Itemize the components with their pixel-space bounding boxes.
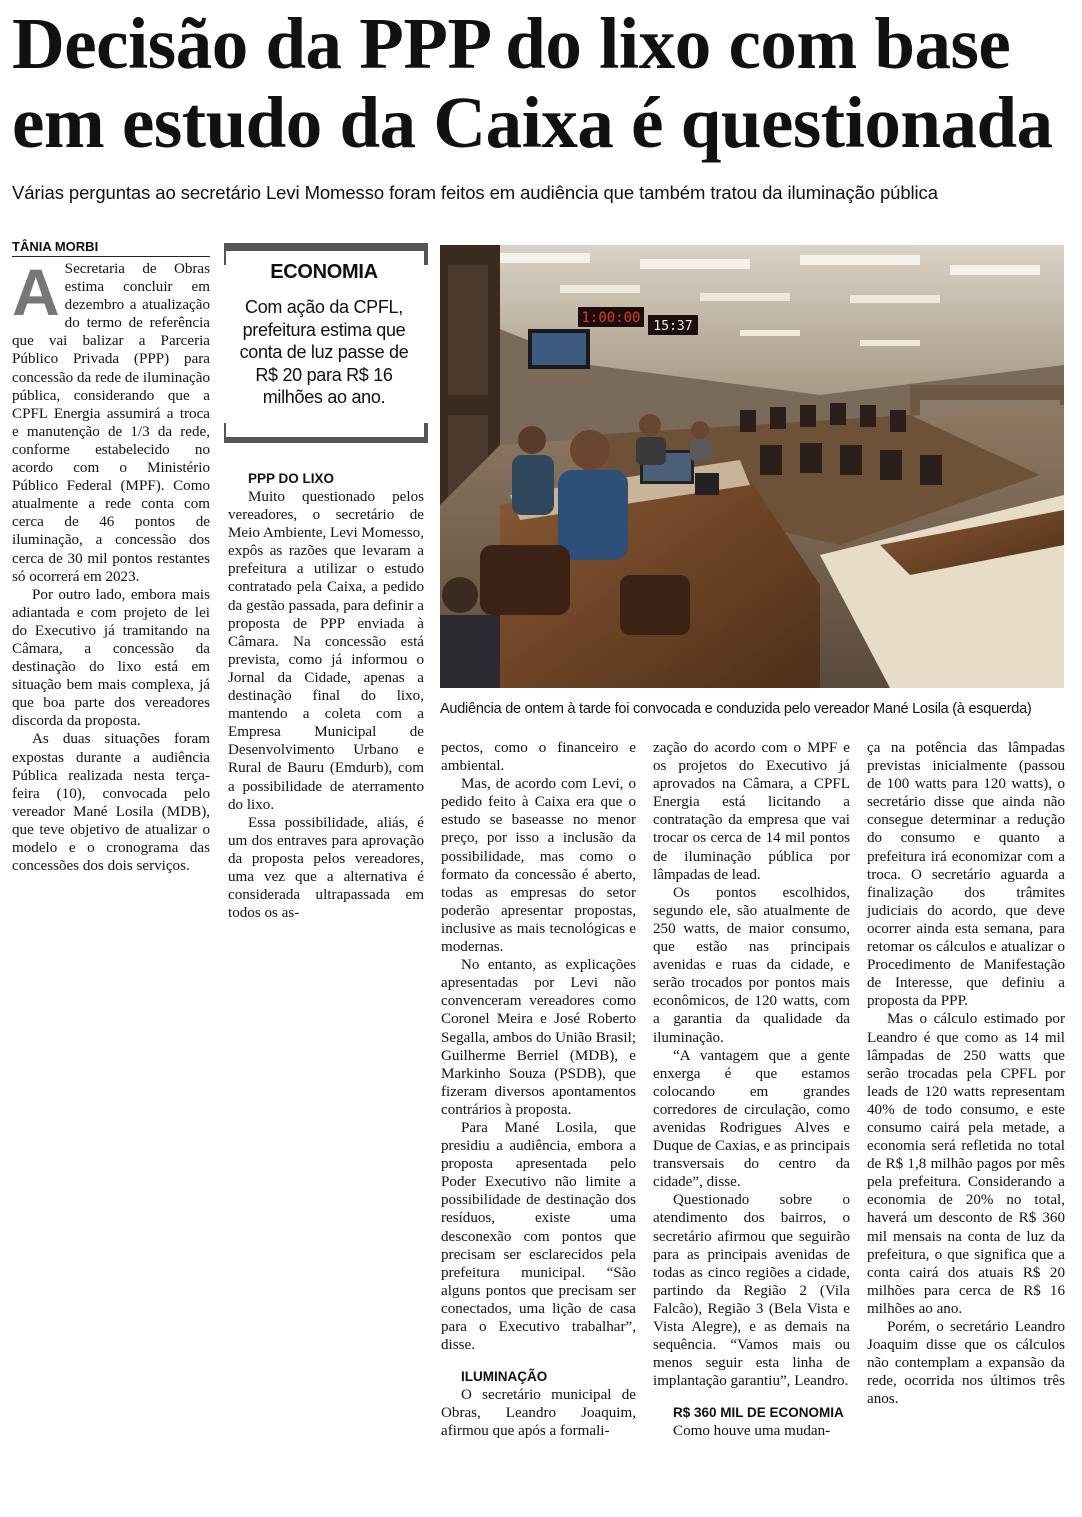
economia-sidebar-box [224, 243, 424, 443]
clock-a-text: 1:00:00 [581, 310, 641, 326]
ceiling-light [850, 295, 940, 303]
clock-b-text: 15:37 [653, 319, 693, 334]
photo-caption: Audiência de ontem à tarde foi convocada e conduzida pelo vereador Mané Losila (à esquerda) [440, 701, 1032, 717]
section-heading-economia: R$ 360 MIL DE ECONOMIA [673, 1405, 844, 1421]
council-chamber-photo [440, 245, 1064, 688]
ceiling-light [950, 265, 1040, 275]
article-paragraph: Mas o cálculo estimado por Leandro é que como as 14 mil lâmpadas de 250 watts que serão trocadas pela CPFL por leads de 120 watts representam 40% de todo consumo, e este consumo cairá pela metade, a economia será refletida no total de R$ 1,8 milhão pagos por mês pela prefeitura. Considerando a economia de 20% no total, haverá um desconto de R$ 360 mil mensais na conta de luz da prefeitura, o que significa que a conta cairá dos atuais R$ 20 milhões para cerca de R$ 16 milhões ao ano. [867, 1011, 1065, 1317]
section-heading-iluminacao: ILUMINAÇÃO [461, 1369, 548, 1385]
article-column-5 [867, 739, 1065, 1408]
photo-illustration [440, 245, 1064, 688]
sidebar-text: Com ação da CPFL, prefeitura estima que conta de luz passe de R$ 20 para R$ 16 milhões ao ano. [239, 297, 409, 407]
ceiling-light [640, 259, 750, 269]
article-paragraph: As duas situações foram expostas durante a audiência Pública realizada nesta terça-feira (10), convocada pelo vereador Mané Losila (MDB), que teve objetivo de atualizar o modelo e o cronograma das concessões dos dois serviços. [12, 731, 210, 875]
person [639, 414, 661, 436]
section-heading-ppp-lixo: PPP DO LIXO [248, 471, 335, 486]
article-paragraph: Muito questionado pelos vereadores, o secretário de Meio Ambiente, Levi Momesso, expôs as razões que levaram a prefeitura a utilizar o estudo contratado pela Caixa, a pedido da gestão passada, para definir a proposta de PPP enviada à Câmara. Na concessão está prevista, como já informou o Jornal da Cidade, apenas a destinação final do lixo, mantendo a coleta com a Empresa Municipal de Desenvolvimento Urbano e Rural de Bauru (Emdurb), com a possibilidade de aterramento do lixo. [228, 489, 424, 813]
ceiling-light [560, 285, 640, 293]
article-column-3 [441, 739, 636, 1440]
article-paragraph: zação do acordo com o MPF e os projetos do Executivo já aprovados na Câmara, a CPFL Energia está licitando a contratação da empresa que vai trocar os cerca de 14 mil pontos de iluminação pública por lâmpadas de lead. [653, 740, 850, 883]
byline: TÂNIA MORBI [12, 238, 210, 257]
box-bottom-bracket [224, 423, 428, 443]
ceiling-light [700, 293, 790, 301]
ceiling-light [740, 330, 800, 336]
article-paragraph: Por outro lado, embora mais adiantada e com projeto de lei do Executivo já tramitando na Câmara, a concessão da destinação do lixo está em situação bem mais complexa, já que boa parte dos vereadores discorda da proposta. [12, 586, 210, 730]
subheadline: Várias perguntas ao secretário Levi Momesso foram feitos em audiência que também tratou da iluminação pública [12, 182, 938, 203]
paragraph-text: Secretaria de Obras estima concluir em dezembro a atualização do termo de referência que vai balizar a Parceria Público Privada (PPP) para concessão da rede de iluminação pública, considerando que a CPFL Energia assumirá a troca e manutenção de 1/3 da rede, conforme estabelecido no acordo com o Ministério Público Federal (MPF). Como atualmente a rede conta com cerca de 46 pontos de iluminação, a concessão dos cerca de 30 mil pontos restantes só ocorrerá em 2023. [12, 261, 210, 585]
person [570, 430, 610, 470]
article-paragraph: Para Mané Losila, que presidiu a audiência, embora a proposta apresentada pelo Poder Executivo não limite a possibilidade de destinação dos resíduos, existe uma desconexão com pontos que precisam ser esclarecidos pela prefeitura municipal. “São alguns pontos que precisam ser conectados, uma lição de casa para o Executivo trabalhar”, disse. [441, 1119, 636, 1354]
article-paragraph: Os pontos escolhidos, segundo ele, são atualmente de 250 watts, de maior consumo, que estão nas principais avenidas e ruas da cidade, e serão trocados por pontos mais econômicos, de 120 watts, com a garantia da qualidade da iluminação. [653, 884, 850, 1046]
article-paragraph: O secretário municipal de Obras, Leandro Joaquim, afirmou que após a formali- [441, 1387, 636, 1440]
article-paragraph: pectos, como o financeiro e ambiental. [441, 740, 636, 775]
article-paragraph: Questionado sobre o atendimento dos bairros, o secretário afirmou que seguirão para as principais avenidas de todas as cinco regiões a cidade, partindo da Região 2 (Vila Falcão), Região 3 (Bela Vista e Vista Alegre), e as demais na sequência. “Vamos mais ou menos seguir esta linha de implantação garantiu”, Leandro. [653, 1192, 850, 1390]
article-paragraph [12, 255, 210, 586]
article-paragraph: Essa possibilidade, aliás, é um dos entraves para aprovação da proposta pelos vereadores, uma vez que a alternativa é considerada ultrapassada em todos os as- [228, 814, 424, 922]
sidebar-title: ECONOMIA [270, 261, 378, 283]
drop-cap: A [12, 255, 60, 329]
article-paragraph: “A vantagem que a gente enxerga é que estamos colocando em grandes corredores de circulação, como avenidas Rodrigues Alves e Duque de Caxias, e as principais transversais do centro da cidade”, disse. [653, 1047, 850, 1191]
article-paragraph: Porém, o secretário Leandro Joaquim disse que os cálculos não contemplam a expansão da rede, ocorrida nos últimos três anos. [867, 1319, 1065, 1408]
article-paragraph: No entanto, as explicações apresentadas por Levi não convenceram vereadores como Coronel Meira e José Roberto Segalla, ambos do União Brasil; Guilherme Berriel (MDB), e Markinho Souza (PSDB), que fizeram diversos apontamentos contrários à proposta. [441, 957, 636, 1118]
headline: Decisão da PPP do lixo com base em estudo da Caixa é questionada [12, 3, 1053, 163]
ceiling-light [500, 253, 590, 263]
ceiling-light [860, 340, 920, 346]
person [518, 426, 546, 454]
article-column-4 [653, 739, 850, 1440]
ceiling-light [800, 255, 920, 265]
article-column-1 [12, 255, 210, 875]
article-column-2 [228, 470, 424, 922]
article-paragraph: Mas, de acordo com Levi, o pedido feito à Caixa era que o estudo se baseasse no menor preço, por isso a inclusão da possibilidade, mas como o formato da concessão é aberto, todas as empresas do setor poderão apresentar propostas, inclusive as mais tecnológicas e modernas. [441, 776, 636, 956]
article-paragraph: Como houve uma mudan- [673, 1423, 831, 1440]
article-paragraph: ça na potência das lâmpadas previstas inicialmente (passou de 100 watts para 120 watts), o secretário disse que ainda não consegue determinar a redução do consumo e quanto a prefeitura irá economizar com a troca. O secretário aguarda a finalização dos trâmites judiciais do acordo, que deve ocorrer ainda esta semana, para retomar os cálculos e atualizar o Procedimento de Manifestação de Interesse, que definiu a proposta da PPP. [867, 740, 1065, 1010]
